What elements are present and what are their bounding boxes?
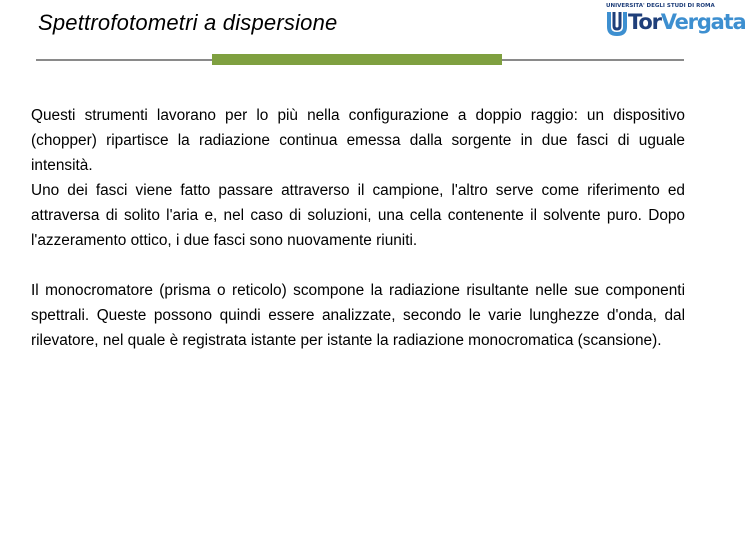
slide-body [31, 103, 685, 353]
logo-wordmark-vergata: Vergata [660, 10, 745, 34]
page-title: Spettrofotometri a dispersione [38, 10, 338, 35]
title-divider-accent [212, 54, 502, 65]
logo-wordmark-tor: Tor [628, 10, 661, 34]
paragraph-reference-beam: Uno dei fasci viene fatto passare attraverso il campione, l'altro serve come riferimento ed attraversa di solito l'aria e, nel caso di soluzioni, una cella contenente il solvente puro. Dopo l'azzeramento ottico, i due fasci sono nuovamente riuniti. [31, 182, 685, 249]
logo-caption: UNIVERSITA' DEGLI STUDI DI ROMA [606, 3, 715, 9]
university-emblem-icon [606, 10, 628, 36]
paragraph-monochromator: Il monocromatore (prisma o reticolo) scompone la radiazione risultante nelle sue componenti spettrali. Queste possono quindi essere analizzate, secondo le varie lunghezze d'onda, dal rilevatore, nel quale è registrata istante per istante la radiazione monocromatica (scansione). [31, 282, 685, 349]
logo-wordmark [628, 9, 745, 35]
paragraph-double-beam: Questi strumenti lavorano per lo più nella configurazione a doppio raggio: un dispositivo (chopper) ripartisce la radiazione continua emessa dalla sorgente in due fasci di uguale intensità. [31, 107, 685, 174]
